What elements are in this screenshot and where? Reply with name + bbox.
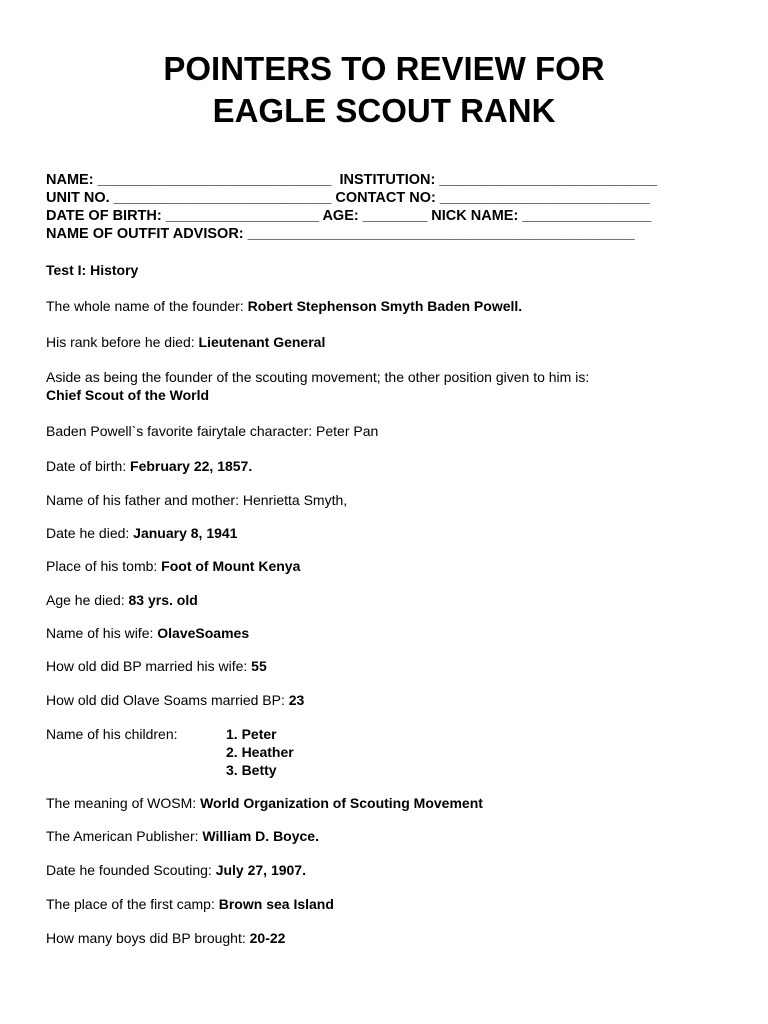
list-item: 2. Heather (226, 744, 294, 760)
qa-other-position: Aside as being the founder of the scouting movement; the other position given to him is: Chief Scout of the World (46, 369, 590, 403)
student-info-form (46, 171, 726, 243)
form-line-birth-age-nick: DATE OF BIRTH: ___________________ AGE: ________ NICK NAME: ________________ (46, 208, 652, 224)
qa-founder-name: The whole name of the founder: Robert Stephenson Smyth Baden Powell. (46, 298, 523, 314)
qa-date-died: Date he died: January 8, 1941 (46, 525, 238, 541)
qa-tomb: Place of his tomb: Foot of Mount Kenya (46, 558, 301, 574)
form-line-unit-contact: UNIT NO. ___________________________ CONTACT NO: __________________________ (46, 190, 650, 206)
form-line-outfit-advisor: NAME OF OUTFIT ADVISOR: ________________________________________________ (46, 226, 635, 242)
qa-rank: His rank before he died: Lieutenant General (46, 334, 326, 350)
page-title (0, 48, 768, 132)
qa-olave-marriage-age: How old did Olave Soams married BP: 23 (46, 692, 305, 708)
children-list (226, 725, 294, 779)
qa-parents: Name of his father and mother: Henrietta Smyth, (46, 492, 348, 508)
children-label: Name of his children: (46, 726, 178, 742)
qa-wosm-meaning: The meaning of WOSM: World Organization of Scouting Movement (46, 795, 483, 811)
qa-bp-marriage-age: How old did BP married his wife: 55 (46, 658, 267, 674)
qa-age-died: Age he died: 83 yrs. old (46, 592, 198, 608)
title-line-1: POINTERS TO REVIEW FOR (163, 50, 605, 87)
section-heading: Test I: History (46, 262, 139, 278)
qa-wife: Name of his wife: OlaveSoames (46, 625, 250, 641)
qa-fairytale-character: Baden Powell`s favorite fairytale character: Peter Pan (46, 423, 379, 439)
list-item: 3. Betty (226, 762, 277, 778)
qa-boys-count: How many boys did BP brought: 20-22 (46, 930, 286, 946)
title-line-2: EAGLE SCOUT RANK (212, 92, 556, 129)
form-line-name-institution: NAME: _____________________________ INSTITUTION: ___________________________ (46, 172, 658, 188)
qa-first-camp: The place of the first camp: Brown sea Island (46, 896, 334, 912)
list-item: 1. Peter (226, 726, 277, 742)
qa-date-of-birth: Date of birth: February 22, 1857. (46, 458, 253, 474)
qa-american-publisher: The American Publisher: William D. Boyce. (46, 828, 319, 844)
qa-founded-date: Date he founded Scouting: July 27, 1907. (46, 862, 306, 878)
